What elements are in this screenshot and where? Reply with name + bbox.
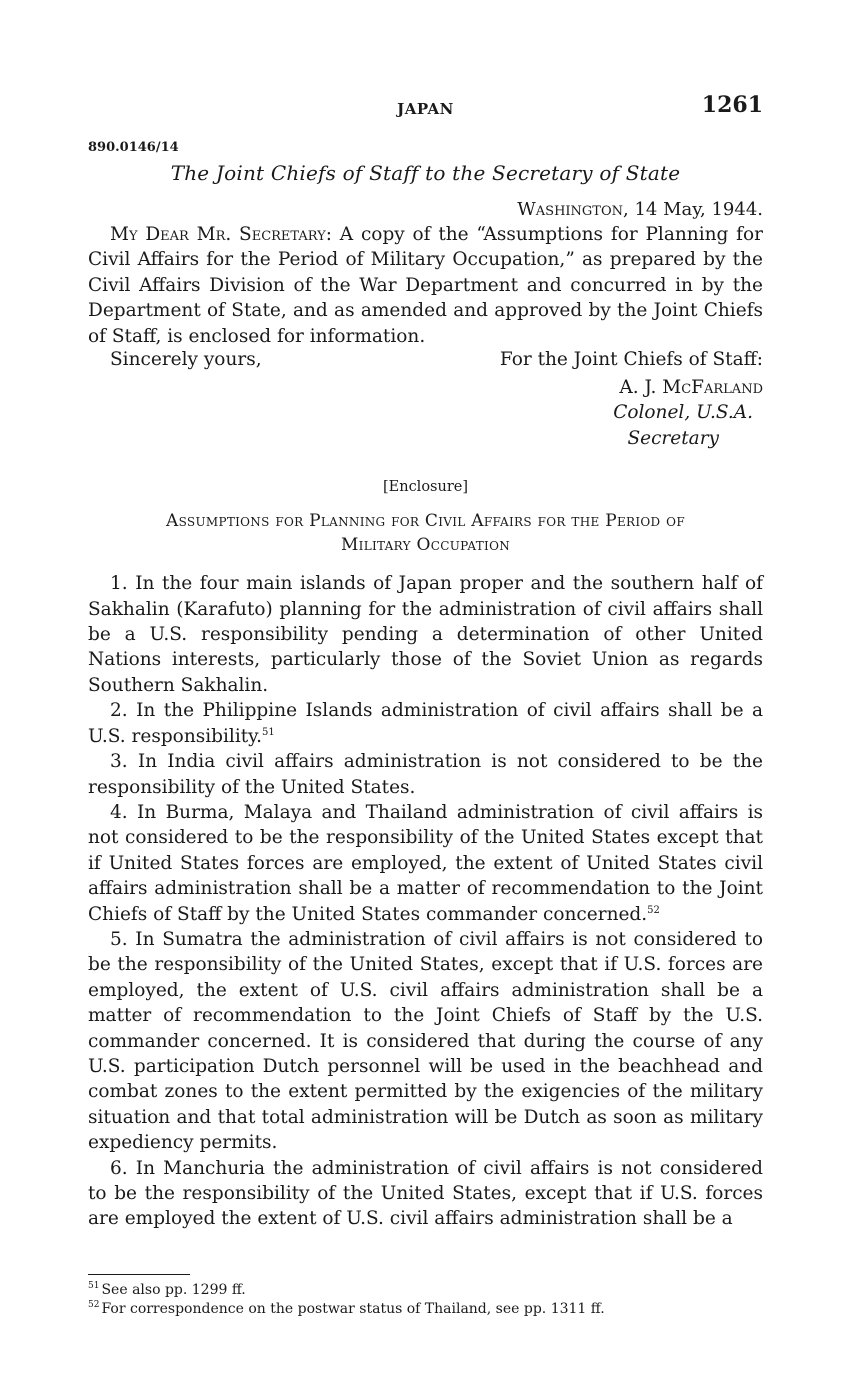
assumption-item-1: [88, 571, 763, 698]
footnote-ref-51: 51: [262, 726, 275, 738]
closing-row: [88, 349, 763, 375]
footnote-divider: [88, 1274, 190, 1275]
assumption-item-text: 6. In Manchuria the administration of civil affairs is not considered to be the responsibility of the United States, except that if U.S. forces are employed the extent of U.S. civil affairs administration shall be a: [88, 1157, 763, 1230]
letter-body: [88, 222, 763, 349]
dateline-date: 14 May, 1944.: [628, 199, 763, 220]
letter-text: A copy of the “Assumptions for Planning for Civil Affairs for the Period of Military Occupation,” as prepared by the Civil Affairs Division of the War Department and concurred in by the Department of State, and as amended and approved by the Joint Chiefs of Staff, is enclosed for information.: [88, 224, 764, 347]
enclosure-title-line-1: Assumptions for Planning for Civil Affairs for the Period of: [166, 511, 685, 532]
file-number: 890.0146/14: [88, 140, 179, 155]
footnote-51: [88, 1281, 763, 1300]
assumption-item-text: 4. In Burma, Malaya and Thailand administration of civil affairs is not considered to be the responsibility of the United States except that if United States forces are employed, the extent of United States civil affairs administration shall be a matter of recommendation to the Joint Chiefs of Staff by the United States commander concerned.: [88, 801, 763, 925]
salutation: My Dear Mr. Secretary:: [110, 224, 332, 245]
enclosure-title-line-2: Military Occupation: [340, 535, 511, 556]
running-title: JAPAN: [397, 100, 454, 118]
assumption-item-text: 1. In the four main islands of Japan proper and the southern half of Sakhalin (Karafuto) planning for the administration of civil affairs shall be a U.S. responsibility pending a determination of other United Nations interests, particularly those of the Soviet Union as regards Southern Sakhalin.: [88, 573, 763, 696]
footnote-mark: 52: [88, 1300, 100, 1311]
assumption-item-text: 2. In the Philippine Islands administration of civil affairs shall be a U.S. responsibility.: [88, 700, 763, 747]
assumption-item-5: [88, 927, 763, 1156]
footnote-text: For correspondence on the postwar status of Thailand, see pp. 1311 ff.: [101, 1301, 605, 1317]
footnote-52: [88, 1300, 763, 1319]
page-body: [88, 90, 763, 1232]
dateline: [88, 199, 763, 220]
footnote-ref-52: 52: [647, 904, 660, 916]
document-heading: The Joint Chiefs of Staff to the Secretary of State: [170, 161, 681, 185]
enclosure-label: [Enclosure]: [382, 479, 469, 496]
signer-name-text: A. J. McFarland: [619, 377, 763, 399]
signer-name: [88, 375, 763, 400]
page-number: 1261: [701, 92, 763, 118]
signer-rank: Colonel, U.S.A.: [613, 402, 753, 424]
signer-title: Secretary: [627, 427, 719, 449]
footnote-mark: 51: [88, 1281, 100, 1292]
assumption-item-3: [88, 749, 763, 800]
running-head: [88, 90, 763, 126]
enclosure-title: [88, 509, 763, 557]
closing: Sincerely yours,: [110, 349, 262, 371]
assumption-item-text: 3. In India civil affairs administration is not considered to be the responsibility of the United States.: [88, 751, 763, 798]
footnotes: [88, 1281, 763, 1319]
assumption-list: [88, 571, 763, 1232]
assumption-item-6: [88, 1156, 763, 1232]
assumption-item-text: 5. In Sumatra the administration of civil affairs is not considered to be the responsibility of the United States, except that if U.S. forces are employed, the extent of U.S. civil affairs administration shall be a matter of recommendation to the Joint Chiefs of Staff by the U.S. commander concerned. It is considered that during the course of any U.S. participation Dutch personnel will be used in the beachhead and combat zones to the extent permitted by the exigencies of the military situation and that total administration will be Dutch as soon as military expediency permits.: [88, 928, 763, 1154]
signature-for: For the Joint Chiefs of Staff:: [499, 349, 763, 371]
footnote-text: See also pp. 1299 ff.: [101, 1282, 246, 1298]
dateline-place: Washington,: [517, 199, 629, 220]
assumption-item-2: [88, 698, 763, 749]
assumption-item-4: [88, 800, 763, 927]
